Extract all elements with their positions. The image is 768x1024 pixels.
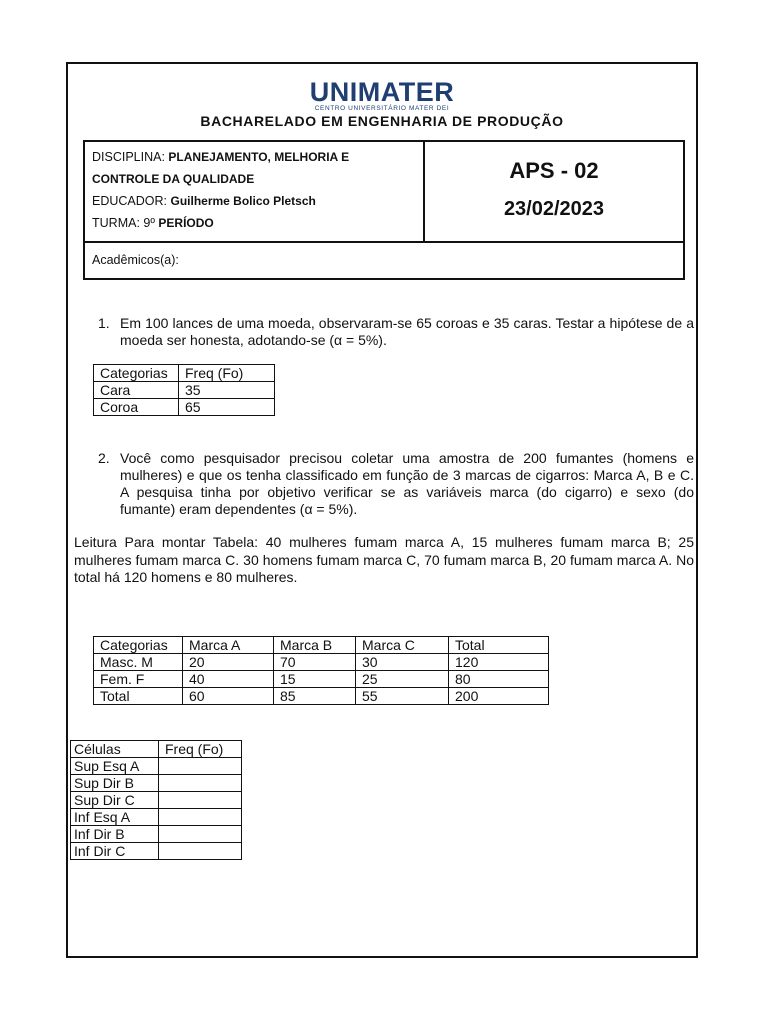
table-header-cell: Células [71,741,159,758]
table-cell: Inf Esq A [71,809,159,826]
aps-title: APS - 02 [509,158,599,183]
coin-table [93,364,275,416]
table-row [94,671,549,688]
table-header-cell: Total [449,637,549,654]
table-cell: 25 [356,671,449,688]
question-1-number: 1. [98,315,110,331]
disciplina-value-1: PLANEJAMENTO, MELHORIA E [168,150,350,164]
table-cell: Coroa [94,399,179,416]
table-cell: 120 [449,654,549,671]
table-cell: Masc. M [94,654,183,671]
table-row [94,382,275,399]
cells-table [70,740,242,860]
table-cell: 70 [274,654,356,671]
educador-line [92,190,423,212]
table-cell [159,758,242,775]
disciplina-value-2: CONTROLE DA QUALIDADE [92,172,255,186]
table-cell: 65 [179,399,275,416]
table-row [71,826,242,843]
table-row [94,399,275,416]
educador-value: Guilherme Bolico Pletsch [170,194,316,208]
table-row [94,688,549,705]
table-cell [159,809,242,826]
reading-instructions: Leitura Para montar Tabela: 40 mulheres fumam marca A, 15 mulheres fumam marca B; 25 mulheres fumam marca C. 30 homens fumam marca C, 70 fumam marca B, 20 fumam marca A. No total há 120 homens e 80 mulheres. [74,534,694,585]
logo-subtitle: CENTRO UNIVERSITÁRIO MATER DEI [314,105,450,112]
table-cell: Sup Dir C [71,792,159,809]
turma-number: 9º [143,216,159,230]
table-cell: Cara [94,382,179,399]
table-header-cell: Freq (Fo) [159,741,242,758]
academicos-label: Acadêmicos(a): [92,253,179,267]
disciplina-line [92,146,423,168]
table-header-cell: Freq (Fo) [179,365,275,382]
table-header-cell: Marca C [356,637,449,654]
table-cell: 80 [449,671,549,688]
table-row [71,843,242,860]
table-cell: Sup Dir B [71,775,159,792]
table-cell: Total [94,688,183,705]
table-cell: 55 [356,688,449,705]
table-cell: 40 [183,671,274,688]
table-cell: Inf Dir B [71,826,159,843]
question-1-text: Em 100 lances de uma moeda, observaram-se 65 coroas e 35 caras. Testar a hipótese de a moeda ser honesta, adotando-se (α = 5%). [120,315,694,348]
table-cell: 85 [274,688,356,705]
table-cell: Inf Dir C [71,843,159,860]
unimater-logo [68,78,696,112]
academicos-field [85,241,683,278]
table-row [71,809,242,826]
table-row [71,775,242,792]
table-cell: Sup Esq A [71,758,159,775]
table-row [71,758,242,775]
table-header-row [94,365,275,382]
turma-label: TURMA: [92,216,144,230]
logo-wordmark: UNIMATER [309,77,455,107]
question-2 [98,450,694,518]
table-header-cell: Marca A [183,637,274,654]
header-aps [425,142,683,241]
question-2-number: 2. [98,450,110,466]
table-header-row [94,637,549,654]
table-header-row [71,741,242,758]
table-cell: 60 [183,688,274,705]
table-cell: 200 [449,688,549,705]
educador-label: EDUCADOR: [92,194,171,208]
table-cell [159,775,242,792]
table-cell: 35 [179,382,275,399]
contingency-table [93,636,549,705]
table-cell: 30 [356,654,449,671]
header-info [85,142,425,241]
turma-value: PERÍODO [158,216,214,230]
question-1 [98,315,694,349]
header-box [83,140,685,280]
disciplina-label: DISCIPLINA: [92,150,169,164]
course-title: BACHARELADO EM ENGENHARIA DE PRODUÇÃO [200,113,564,129]
table-header-cell: Categorias [94,637,183,654]
table-cell [159,792,242,809]
turma-line [92,212,423,234]
disciplina-line-2 [92,168,423,190]
table-cell: 15 [274,671,356,688]
table-cell [159,826,242,843]
table-cell: 20 [183,654,274,671]
question-2-text: Você como pesquisador precisou coletar uma amostra de 200 fumantes (homens e mulheres) e que os tenha classificado em função de 3 marcas de cigarros: Marca A, B e C. A pesquisa tinha por objetivo verificar se as variáveis marca (do cigarro) e sexo (do fumante) eram dependentes (α = 5%). [120,450,694,517]
table-header-cell: Marca B [274,637,356,654]
aps-date: 23/02/2023 [503,198,605,220]
table-header-cell: Categorias [94,365,179,382]
table-row [71,792,242,809]
table-cell [159,843,242,860]
table-cell: Fem. F [94,671,183,688]
page-frame [66,62,698,958]
table-row [94,654,549,671]
